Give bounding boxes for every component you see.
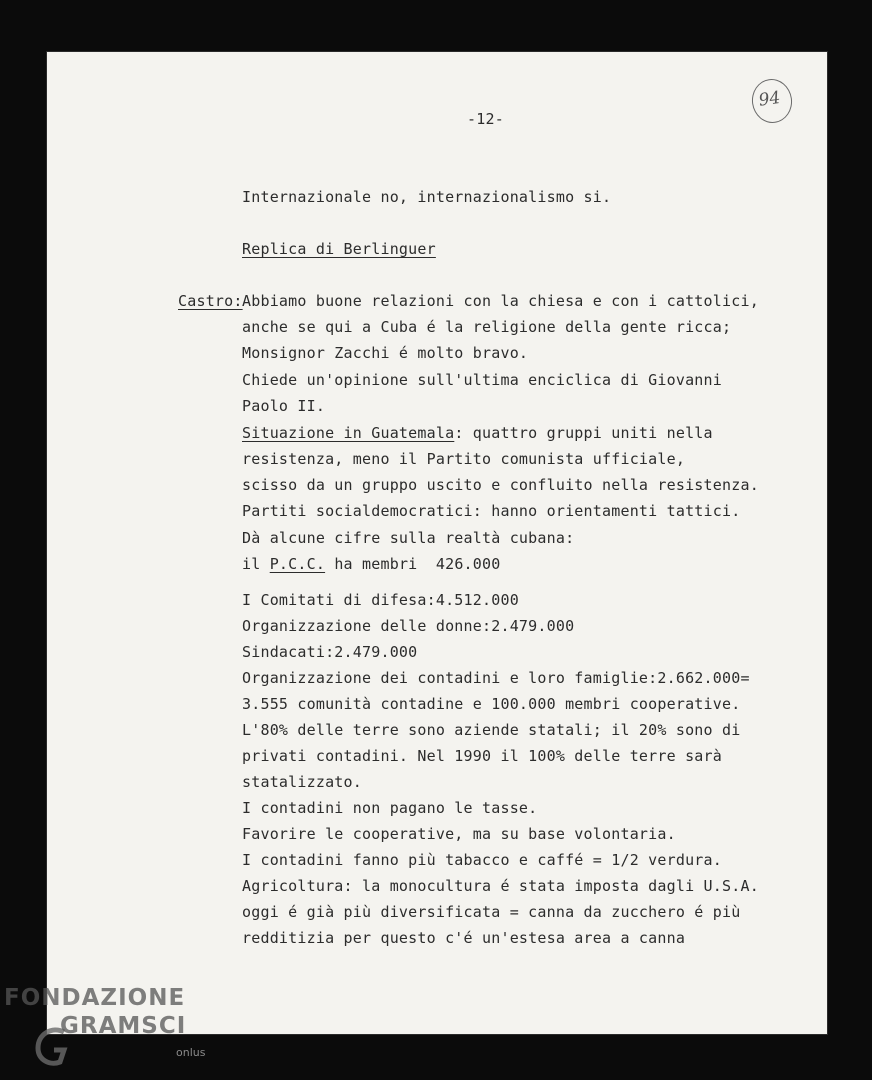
- body-text: : quattro gruppi uniti nella: [454, 424, 713, 442]
- body-line: Chiede un'opinione sull'ultima enciclica di Giovanni: [242, 371, 722, 389]
- body-line: Favorire le cooperative, ma su base volontaria.: [242, 825, 676, 843]
- body-line: scisso da un gruppo uscito e confluito nella resistenza.: [242, 476, 759, 494]
- body-line: Organizzazione delle donne:2.479.000: [242, 617, 575, 635]
- section-heading: Internazionale no, internazionalismo si.: [242, 188, 612, 206]
- subheading-underlined: Replica di Berlinguer: [242, 240, 436, 258]
- body-line: redditizia per questo c'é un'estesa area a canna: [242, 929, 686, 947]
- body-line: L'80% delle terre sono aziende statali; il 20% sono di: [242, 721, 741, 739]
- body-text: ha membri 426.000: [325, 555, 501, 573]
- underlined-acronym: P.C.C.: [269, 555, 326, 573]
- body-line: Partiti socialdemocratici: hanno orientamenti tattici.: [242, 502, 741, 520]
- body-line: Paolo II.: [242, 397, 326, 415]
- body-line: Organizzazione dei contadini e loro famiglie:2.662.000=: [242, 669, 750, 687]
- body-line: oggi é già più diversificata = canna da zucchero é più: [242, 903, 741, 921]
- body-line: 3.555 comunità contadine e 100.000 membri cooperative.: [242, 695, 741, 713]
- body-line: I contadini non pagano le tasse.: [242, 799, 538, 817]
- body-line: Dà alcune cifre sulla realtà cubana:: [242, 529, 575, 547]
- watermark-line2: GRAMSCI: [60, 1013, 187, 1039]
- body-line: Monsignor Zacchi é molto bravo.: [242, 344, 529, 362]
- archive-number: 94: [757, 87, 782, 111]
- body-line: Abbiamo buone relazioni con la chiesa e con i cattolici,: [242, 292, 759, 310]
- archive-stamp: [749, 76, 795, 125]
- body-line: resistenza, meno il Partito comunista ufficiale,: [242, 450, 686, 468]
- watermark-line3: onlus: [176, 1046, 206, 1059]
- page-number: -12-: [467, 110, 504, 128]
- body-line: [242, 424, 713, 442]
- body-line: [242, 555, 500, 573]
- body-line: Sindacati:2.479.000: [242, 643, 418, 661]
- speaker-label: Castro:: [178, 292, 243, 310]
- body-text: il: [242, 555, 270, 573]
- document-page: [47, 52, 827, 1034]
- body-line: privati contadini. Nel 1990 il 100% delle terre sarà: [242, 747, 722, 765]
- body-line: anche se qui a Cuba é la religione della gente ricca;: [242, 318, 732, 336]
- body-line: I Comitati di difesa:4.512.000: [242, 591, 519, 609]
- body-line: Agricoltura: la monocultura é stata imposta dagli U.S.A.: [242, 877, 759, 895]
- watermark-line1: FONDAZIONE: [4, 985, 186, 1011]
- underlined-topic: Situazione in Guatemala: [242, 424, 455, 442]
- body-line: statalizzato.: [242, 773, 362, 791]
- body-line: I contadini fanno più tabacco e caffé = 1/2 verdura.: [242, 851, 722, 869]
